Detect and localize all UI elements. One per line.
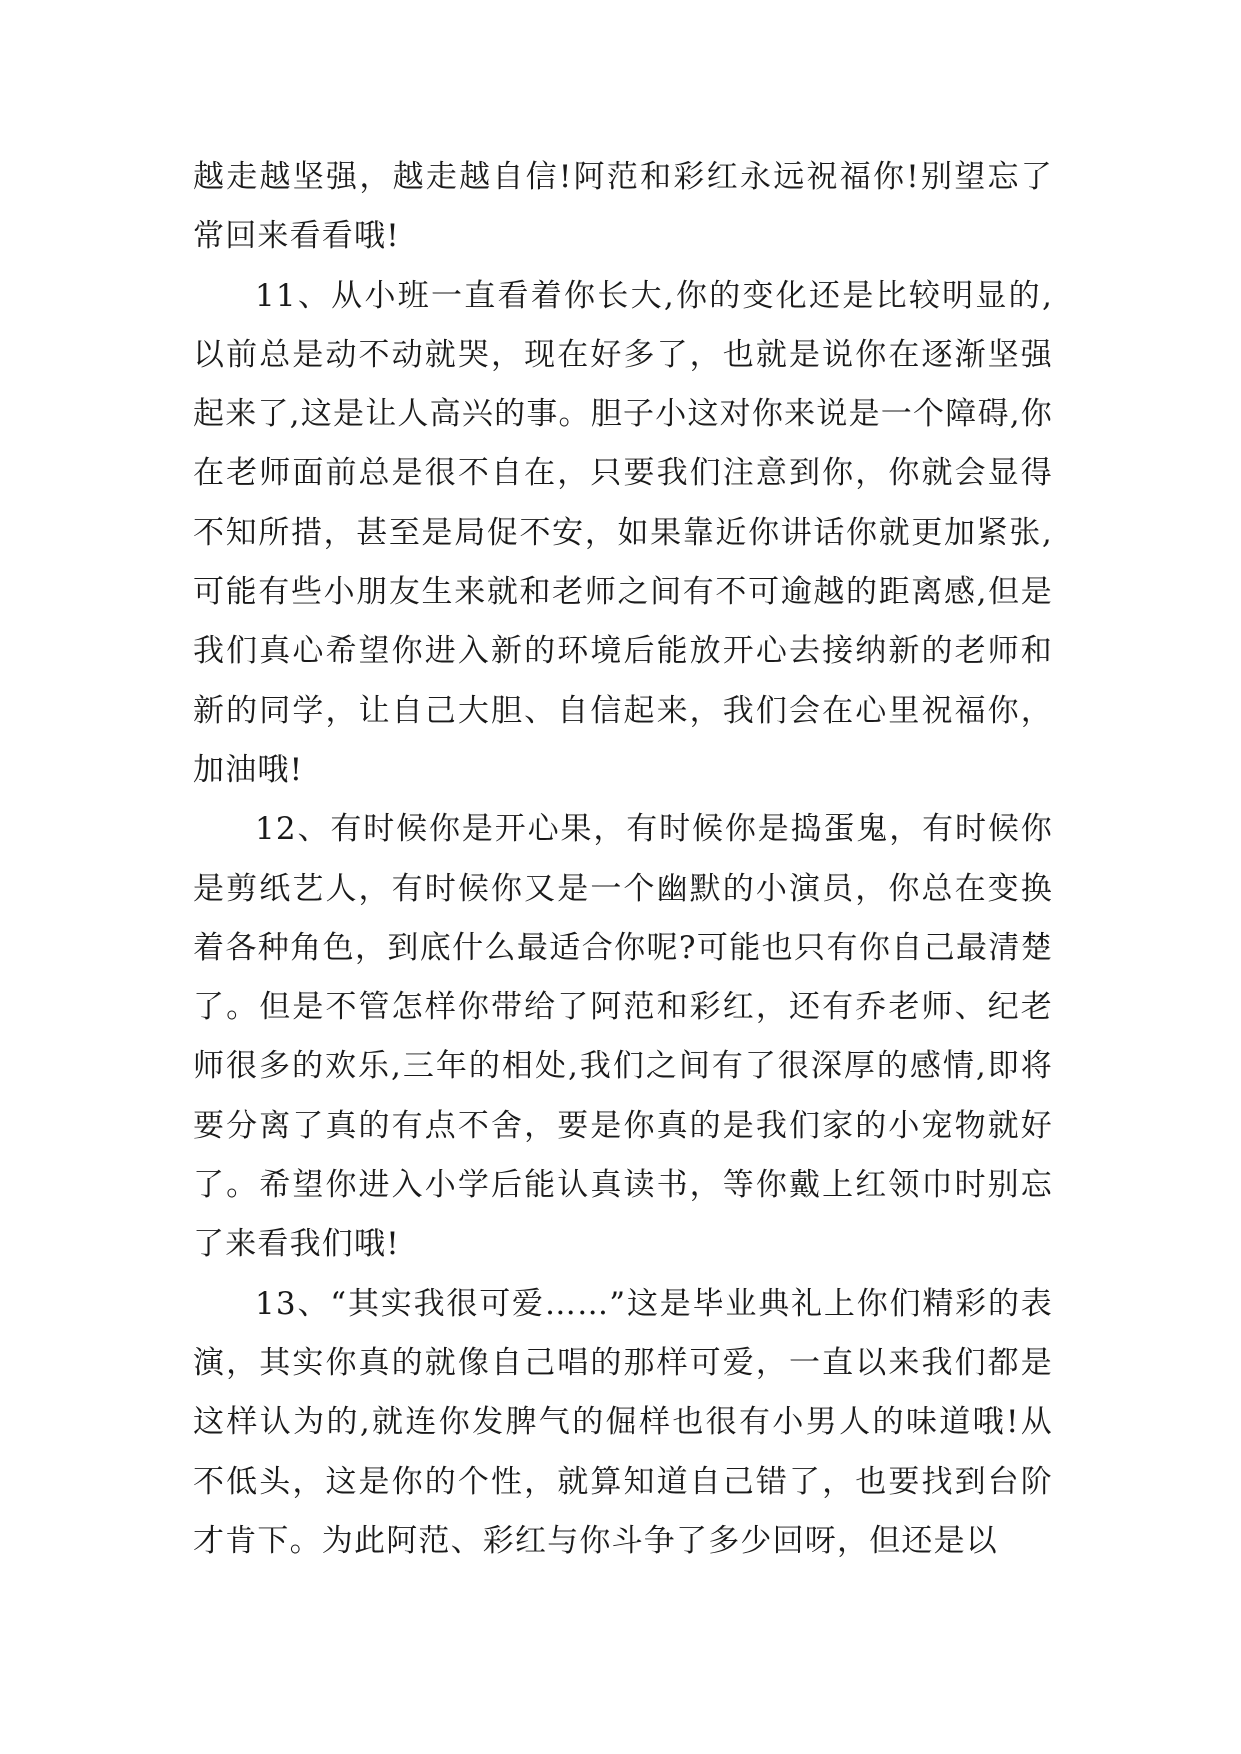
paragraph-13: 13、“其实我很可爱……”这是毕业典礼上你们精彩的表演，其实你真的就像自己唱的那样可爱，一直以来我们都是这样认为的,就连你发脾气的倔样也很有小男人的味道哦!从不低头，这是你的个性，就算知道自己错了，也要找到台阶才肯下。为此阿范、彩红与你斗争了多少回呀，但还是以 — [193, 1285, 1053, 1559]
paragraph-11: 11、从小班一直看着你长大,你的变化还是比较明显的,以前总是动不动就哭，现在好多了，也就是说你在逐渐坚强起来了,这是让人高兴的事。胆子小这对你来说是一个障碍,你在老师面前总是很不自在，只要我们注意到你，你就会显得不知所措，甚至是局促不安，如果靠近你讲话你就更加紧张,可能有些小朋友生来就和老师之间有不可逾越的距离感,但是我们真心希望你进入新的环境后能放开心去接纳新的老师和新的同学，让自己大胆、自信起来，我们会在心里祝福你，加油哦! — [193, 277, 1053, 788]
paragraph-10-continuation: 越走越坚强，越走越自信!阿范和彩红永远祝福你!别望忘了常回来看看哦! — [193, 159, 1053, 255]
document-body — [193, 148, 1053, 1571]
paragraph-12: 12、有时候你是开心果，有时候你是捣蛋鬼，有时候你是剪纸艺人，有时候你又是一个幽默的小演员，你总在变换着各种角色，到底什么最适合你呢?可能也只有你自己最清楚了。但是不管怎样你带给了阿范和彩红，还有乔老师、纪老师很多的欢乐,三年的相处,我们之间有了很深厚的感情,即将要分离了真的有点不舍，要是你真的是我们家的小宠物就好了。希望你进入小学后能认真读书，等你戴上红领巾时别忘了来看我们哦! — [193, 811, 1053, 1263]
